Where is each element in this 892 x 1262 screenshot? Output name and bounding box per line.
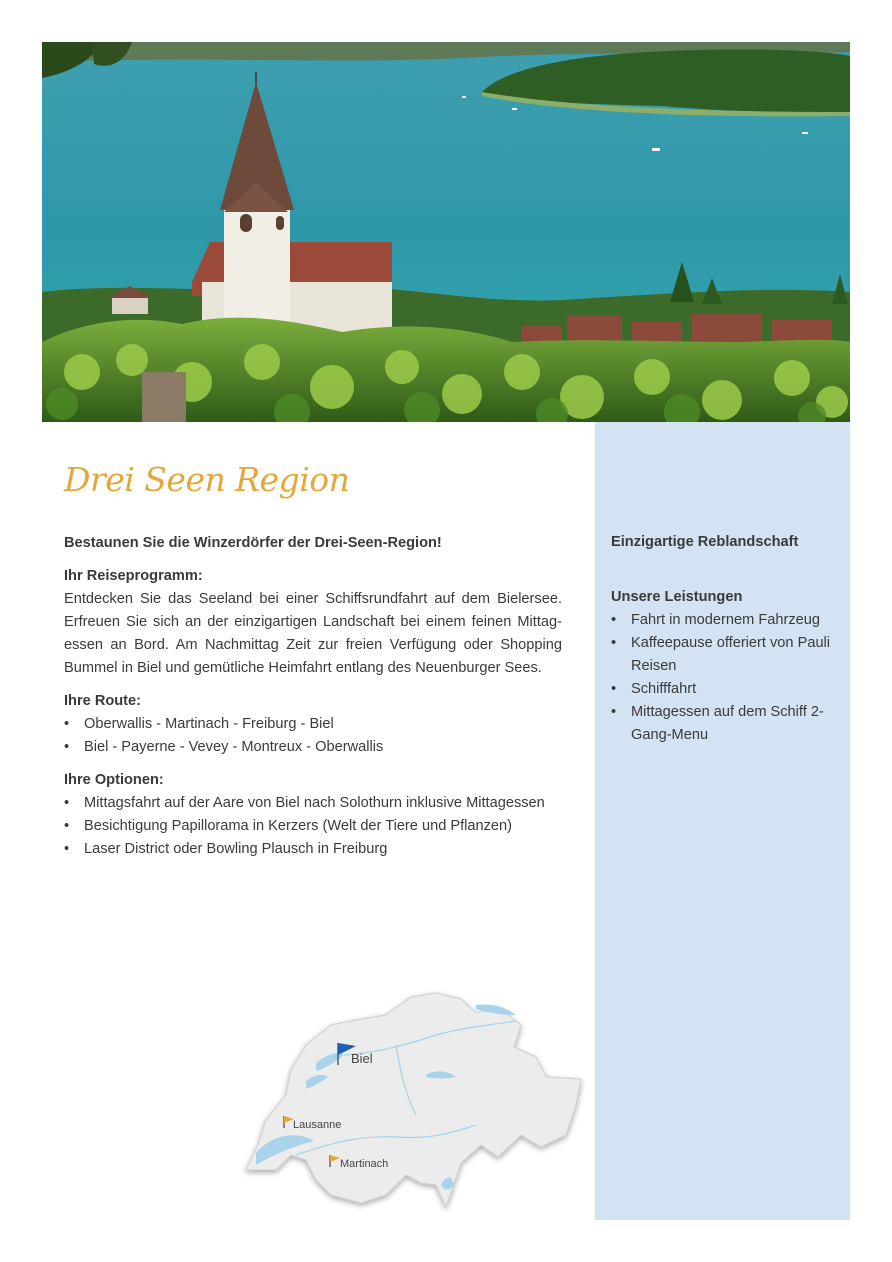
map-label-martinach: Martinach (340, 1158, 389, 1170)
list-item: • Oberwallis - Martinach - Freiburg - Biel (64, 713, 562, 736)
lake-church-illustration (42, 42, 850, 422)
page-title: Drei Seen Region (64, 460, 350, 499)
list-item: • Schifffahrt (611, 678, 836, 701)
options-list (64, 792, 562, 861)
options-heading: Ihre Optionen: (64, 772, 164, 788)
list-item: • Besichtigung Papillorama in Kerzers (Welt der Tiere und Pflanzen) (64, 815, 562, 838)
hero-photo (42, 42, 850, 422)
services-heading: Unsere Leistungen (611, 589, 743, 605)
services-list (611, 609, 836, 747)
program-heading: Ihr Reiseprogramm: (64, 568, 203, 584)
program-text: Entdecken Sie das Seeland bei einer Schiffsrundfahrt auf dem Bielersee. Erfreuen Sie sich an der einzigartigen Landschaft bei einem feinen Mittag-essen an Bord. Am Nachmittag Zeit zur freien Verfügung oder Shopping Bummel in Biel und gemütliche Heimfahrt entlang des Neuenburger Sees. (64, 591, 562, 676)
sidebar-content (611, 531, 836, 757)
switzerland-map (236, 985, 586, 1220)
map-label-lausanne: Lausanne (293, 1119, 342, 1131)
list-item: • Mittagessen auf dem Schiff 2-Gang-Menu (611, 701, 836, 747)
route-heading: Ihre Route: (64, 693, 142, 709)
list-item: • Mittagsfahrt auf der Aare von Biel nach Solothurn inklusive Mittagessen (64, 792, 562, 815)
list-item: • Laser District oder Bowling Plausch in Freiburg (64, 838, 562, 861)
main-content (64, 532, 562, 871)
map-illustration (236, 985, 586, 1220)
list-item: • Kaffeepause offeriert von Pauli Reisen (611, 632, 836, 678)
list-item: • Biel - Payerne - Vevey - Montreux - Oberwallis (64, 736, 562, 759)
list-item: • Fahrt in modernem Fahrzeug (611, 609, 836, 632)
sidebar-title: Einzigartige Reblandschaft (611, 534, 799, 550)
intro-text: Bestaunen Sie die Winzerdörfer der Drei-Seen-Region! (64, 535, 442, 551)
route-list (64, 713, 562, 759)
map-label-biel: Biel (351, 1051, 373, 1066)
